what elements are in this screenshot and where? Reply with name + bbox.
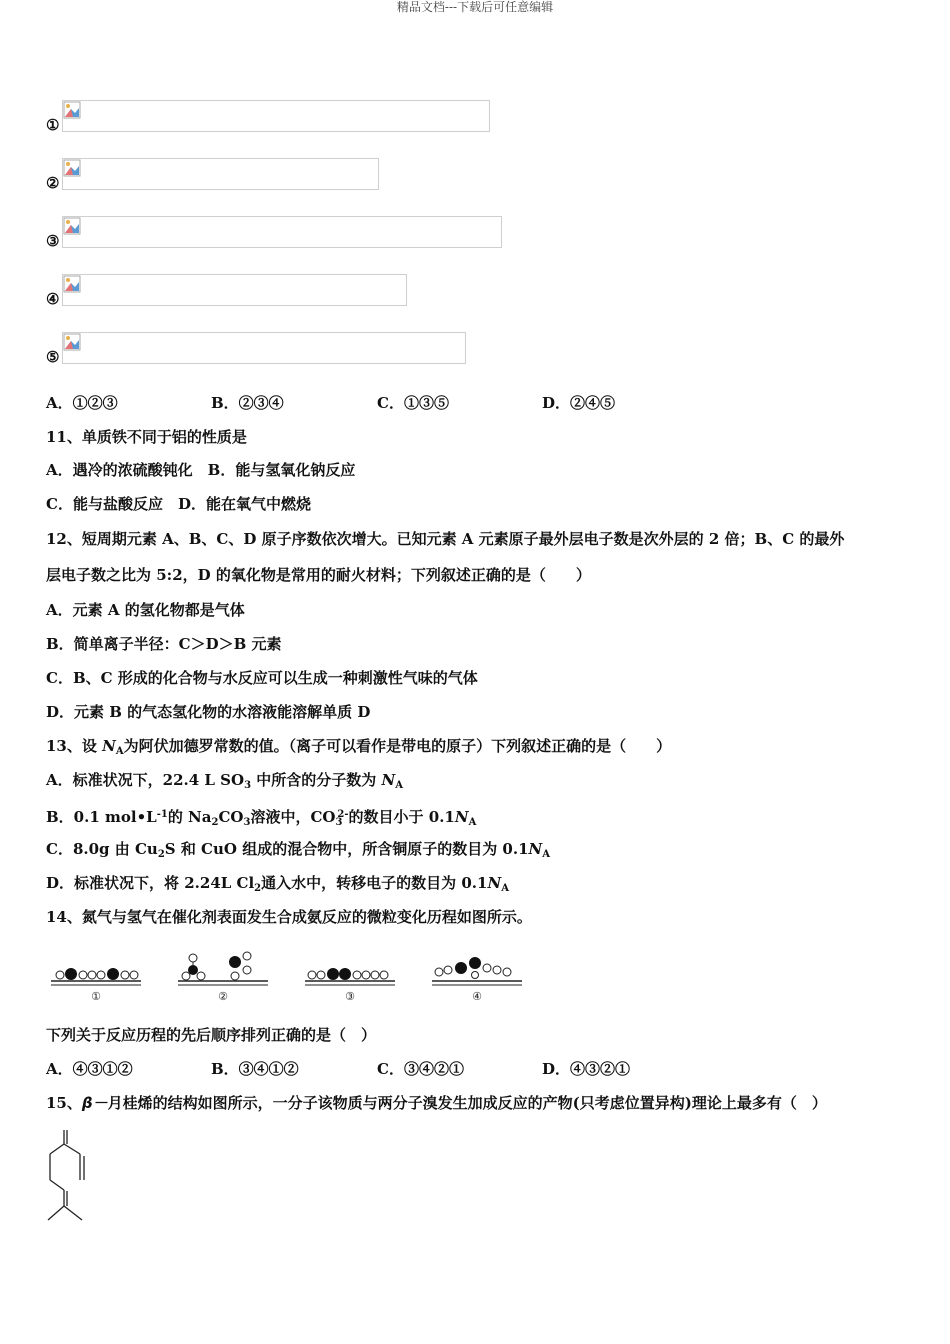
subscript: 2	[254, 883, 262, 894]
reaction-process-diagram	[46, 948, 526, 1008]
q12-option-c: C．B、C 形成的化合物与水反应可以生成一种刺激性气味的气体	[46, 669, 478, 687]
image-placeholder	[62, 332, 466, 364]
stage-3	[305, 968, 395, 1003]
stage-1	[51, 968, 141, 1003]
q12-option-a: A．元素 A 的氢化物都是气体	[46, 601, 245, 619]
q15-stem	[46, 1094, 827, 1112]
stage-label: ③	[345, 990, 355, 1003]
subscript: 2	[211, 817, 219, 828]
myrcene-structure-diagram	[42, 1128, 98, 1228]
q13-option-c	[46, 840, 550, 864]
q14-question: 下列关于反应历程的先后顺序排列正确的是（ ）	[46, 1026, 377, 1044]
image-placeholder	[62, 274, 407, 306]
subscript: A	[115, 746, 124, 757]
text: 溶液中，CO	[250, 808, 336, 826]
stage-label: ②	[218, 990, 228, 1003]
image-placeholder	[62, 158, 379, 190]
q11-options-cd: C．能与盐酸反应 D．能在氧气中燃烧	[46, 495, 311, 513]
superscript: -1	[156, 809, 168, 820]
q13-option-b	[46, 806, 476, 832]
broken-image-icon	[63, 275, 81, 293]
text: CO	[218, 808, 244, 826]
text: 13、设	[46, 737, 103, 755]
q12-stem-line1: 12、短周期元素 A、B、C、D 原子序数依次增大。已知元素 A 元素原子最外层电子数是次外层的 2 倍；B、C 的最外	[46, 530, 845, 548]
subscript: 3	[243, 817, 251, 828]
text: C．8.0g 由 Cu	[46, 840, 158, 858]
q14-stem: 14、氮气与氢气在催化剂表面发生合成氨反应的微粒变化历程如图所示。	[46, 908, 532, 926]
subscript: A	[542, 849, 550, 860]
text: 中所含的分子数为	[251, 771, 382, 789]
stage-label: ①	[91, 990, 101, 1003]
option-number: ④	[46, 290, 60, 308]
text: 为阿伏加德罗常数的值。（离子可以看作是带电的原子）下列叙述正确的是（ ）	[123, 737, 672, 755]
subscript: 3	[335, 817, 343, 828]
text: 的数目小于 0.1	[348, 808, 455, 826]
q10-option-a: A．①②③	[46, 394, 118, 412]
q12-option-b: B．简单离子半径：C＞D＞B 元素	[46, 635, 282, 653]
option-number: ①	[46, 116, 60, 134]
subscript: A	[468, 817, 477, 828]
image-option-3	[46, 216, 504, 248]
na-symbol: N	[381, 771, 396, 789]
beta-prefix: β－	[81, 1094, 108, 1112]
text: S 和 CuO 组成的混合物中，所含铜原子的数目为 0.1	[164, 840, 529, 858]
broken-image-icon	[63, 101, 81, 119]
q12-option-d: D．元素 B 的气态氢化物的水溶液能溶解单质 D	[46, 703, 371, 721]
stage-2	[178, 952, 268, 1003]
text: 的 Na	[167, 808, 212, 826]
text: A．标准状况下，22.4 L SO	[46, 771, 245, 789]
image-option-5	[46, 332, 468, 364]
q11-options-ab: A．遇冷的浓硫酸钝化 B．能与氢氧化钠反应	[46, 461, 356, 479]
q14-option-a: A．④③①②	[46, 1060, 133, 1078]
subscript: 2	[157, 849, 165, 860]
q11-stem: 11、单质铁不同于铝的性质是	[46, 428, 247, 446]
stage-label: ④	[472, 990, 482, 1003]
q14-option-b: B．③④①②	[211, 1060, 299, 1078]
image-option-2	[46, 158, 381, 190]
na-symbol: N	[102, 737, 116, 755]
image-option-1	[46, 100, 491, 132]
na-symbol: N	[487, 874, 502, 892]
subscript: A	[395, 780, 403, 791]
na-symbol: N	[454, 808, 469, 826]
page-header: 精品文档---下载后可任意编辑	[396, 0, 554, 14]
q13-option-d	[46, 874, 509, 898]
q10-option-d: D．②④⑤	[542, 394, 616, 412]
na-symbol: N	[528, 840, 543, 858]
image-placeholder	[62, 100, 490, 132]
broken-image-icon	[63, 217, 81, 235]
q14-option-d: D．④③②①	[542, 1060, 631, 1078]
q13-option-a	[46, 771, 403, 795]
text: 月桂烯的结构如图所示，一分子该物质与两分子溴发生加成反应的产物(只考虑位置异构)理论上最多有（ ）	[107, 1094, 827, 1112]
q14-option-c: C．③④②①	[377, 1060, 464, 1078]
q13-stem	[46, 737, 671, 761]
q10-option-b: B．②③④	[211, 394, 284, 412]
q12-stem-line2: 层电子数之比为 5:2，D 的氧化物是常用的耐火材料；下列叙述正确的是（ ）	[46, 566, 591, 584]
option-number: ②	[46, 174, 60, 192]
image-option-4	[46, 274, 408, 306]
subscript: A	[501, 883, 509, 894]
stage-4	[432, 957, 522, 1003]
text: B．0.1 mol•L	[46, 808, 157, 826]
broken-image-icon	[63, 333, 81, 351]
subscript: 3	[244, 780, 252, 791]
text: 通入水中，转移电子的数目为 0.1	[261, 874, 488, 892]
superscript: 2-	[337, 809, 349, 820]
image-placeholder	[62, 216, 502, 248]
q10-option-c: C．①③⑤	[377, 394, 449, 412]
option-number: ⑤	[46, 348, 60, 366]
text: 15、	[46, 1094, 82, 1112]
option-number: ③	[46, 232, 60, 250]
broken-image-icon	[63, 159, 81, 177]
text: D．标准状况下，将 2.24L Cl	[46, 874, 255, 892]
